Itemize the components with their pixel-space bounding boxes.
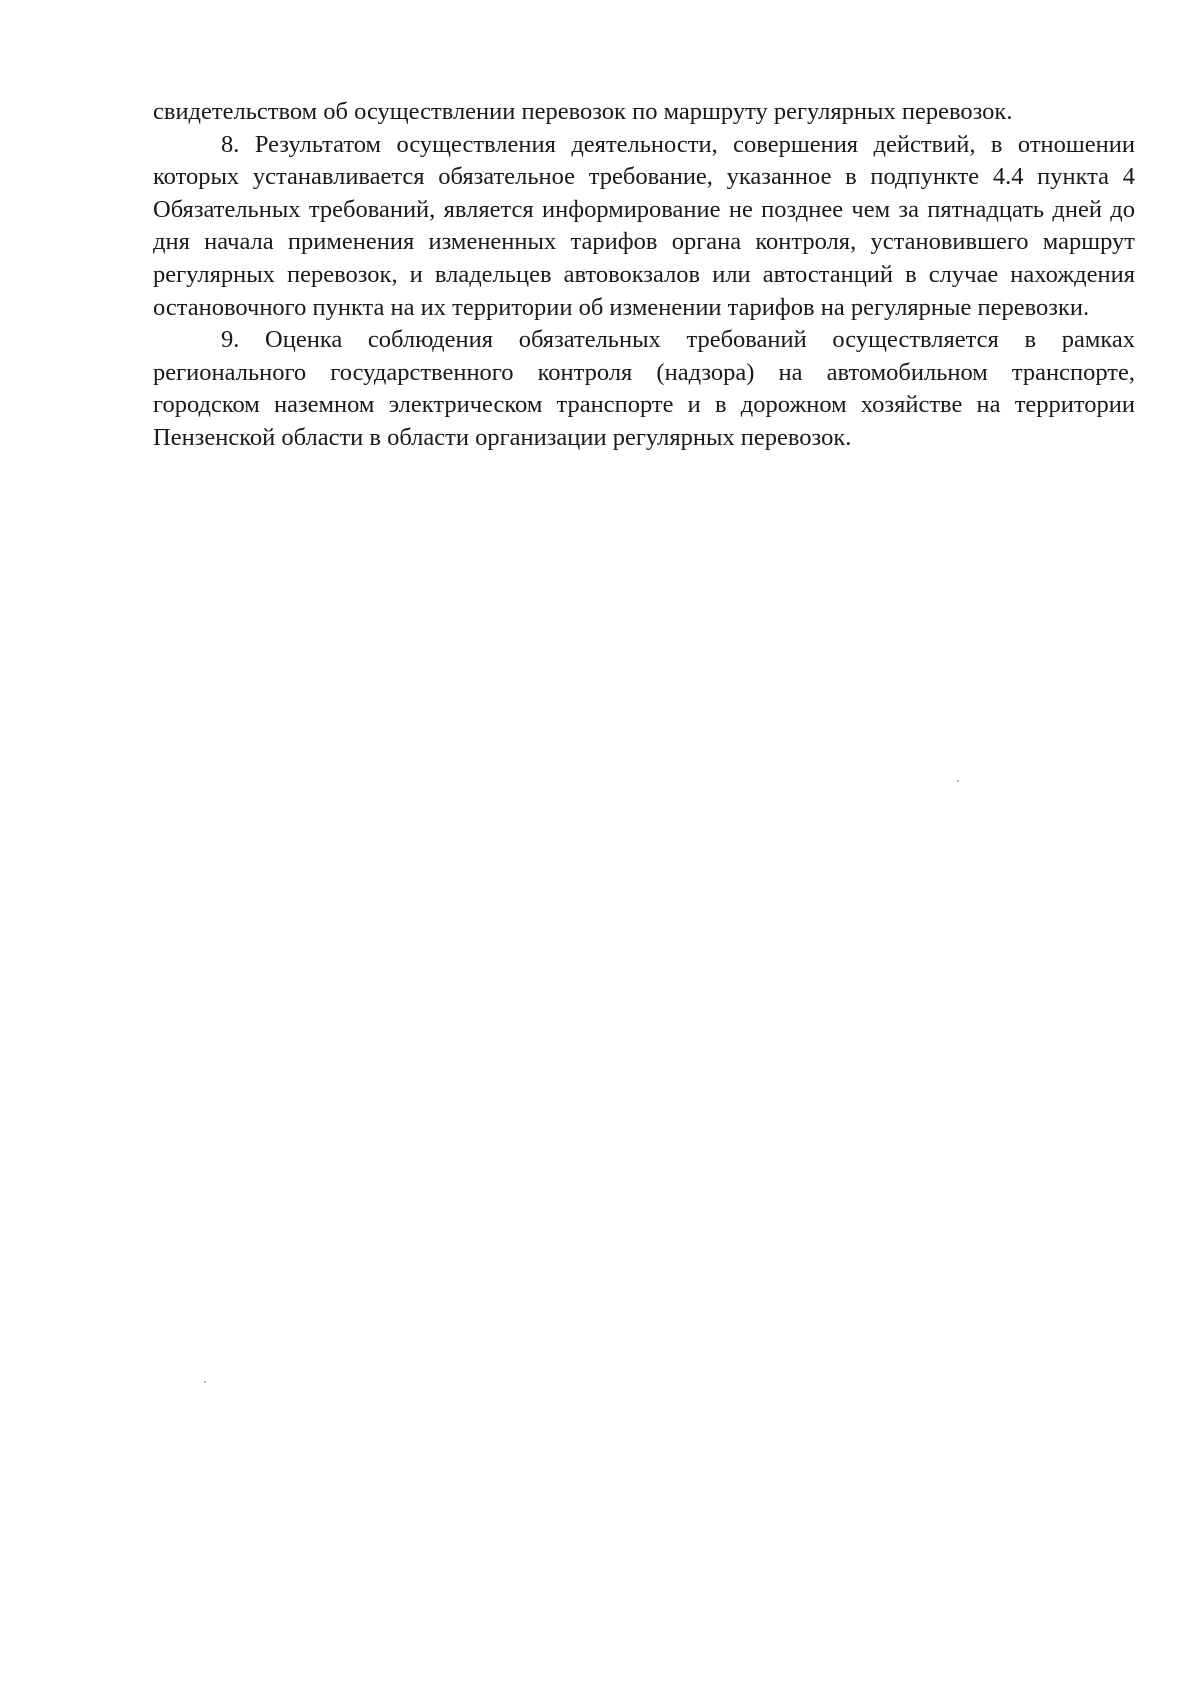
- scan-speck: [204, 1381, 206, 1383]
- paragraph-continuation: свидетельством об осуществлении перевозок по маршруту регулярных перевозок.: [153, 98, 1013, 125]
- document-text-body: [153, 96, 1135, 455]
- paragraph-item-9: 9. Оценка соблюдения обязательных требований осуществляется в рамках регионального государственного контроля (надзора) на автомобильном транспорте, городском наземном электрическом транспорте и в дорожном хозяйстве на территории Пензенской области в области организации регулярных перевозок.: [153, 326, 1135, 451]
- paragraph-item-8: 8. Результатом осуществления деятельности, совершения действий, в отношении которых устанавливается обязательное требование, указанное в подпункте 4.4 пункта 4 Обязательных требований, является информирование не позднее чем за пятнадцать дней до дня начала применения измененных тарифов органа контроля, установившего маршрут регулярных перевозок, и владельцев автовокзалов или автостанций в случае нахождения остановочного пункта на их территории об изменении тарифов на регулярные перевозки.: [153, 130, 1135, 321]
- scan-speck: [957, 780, 959, 782]
